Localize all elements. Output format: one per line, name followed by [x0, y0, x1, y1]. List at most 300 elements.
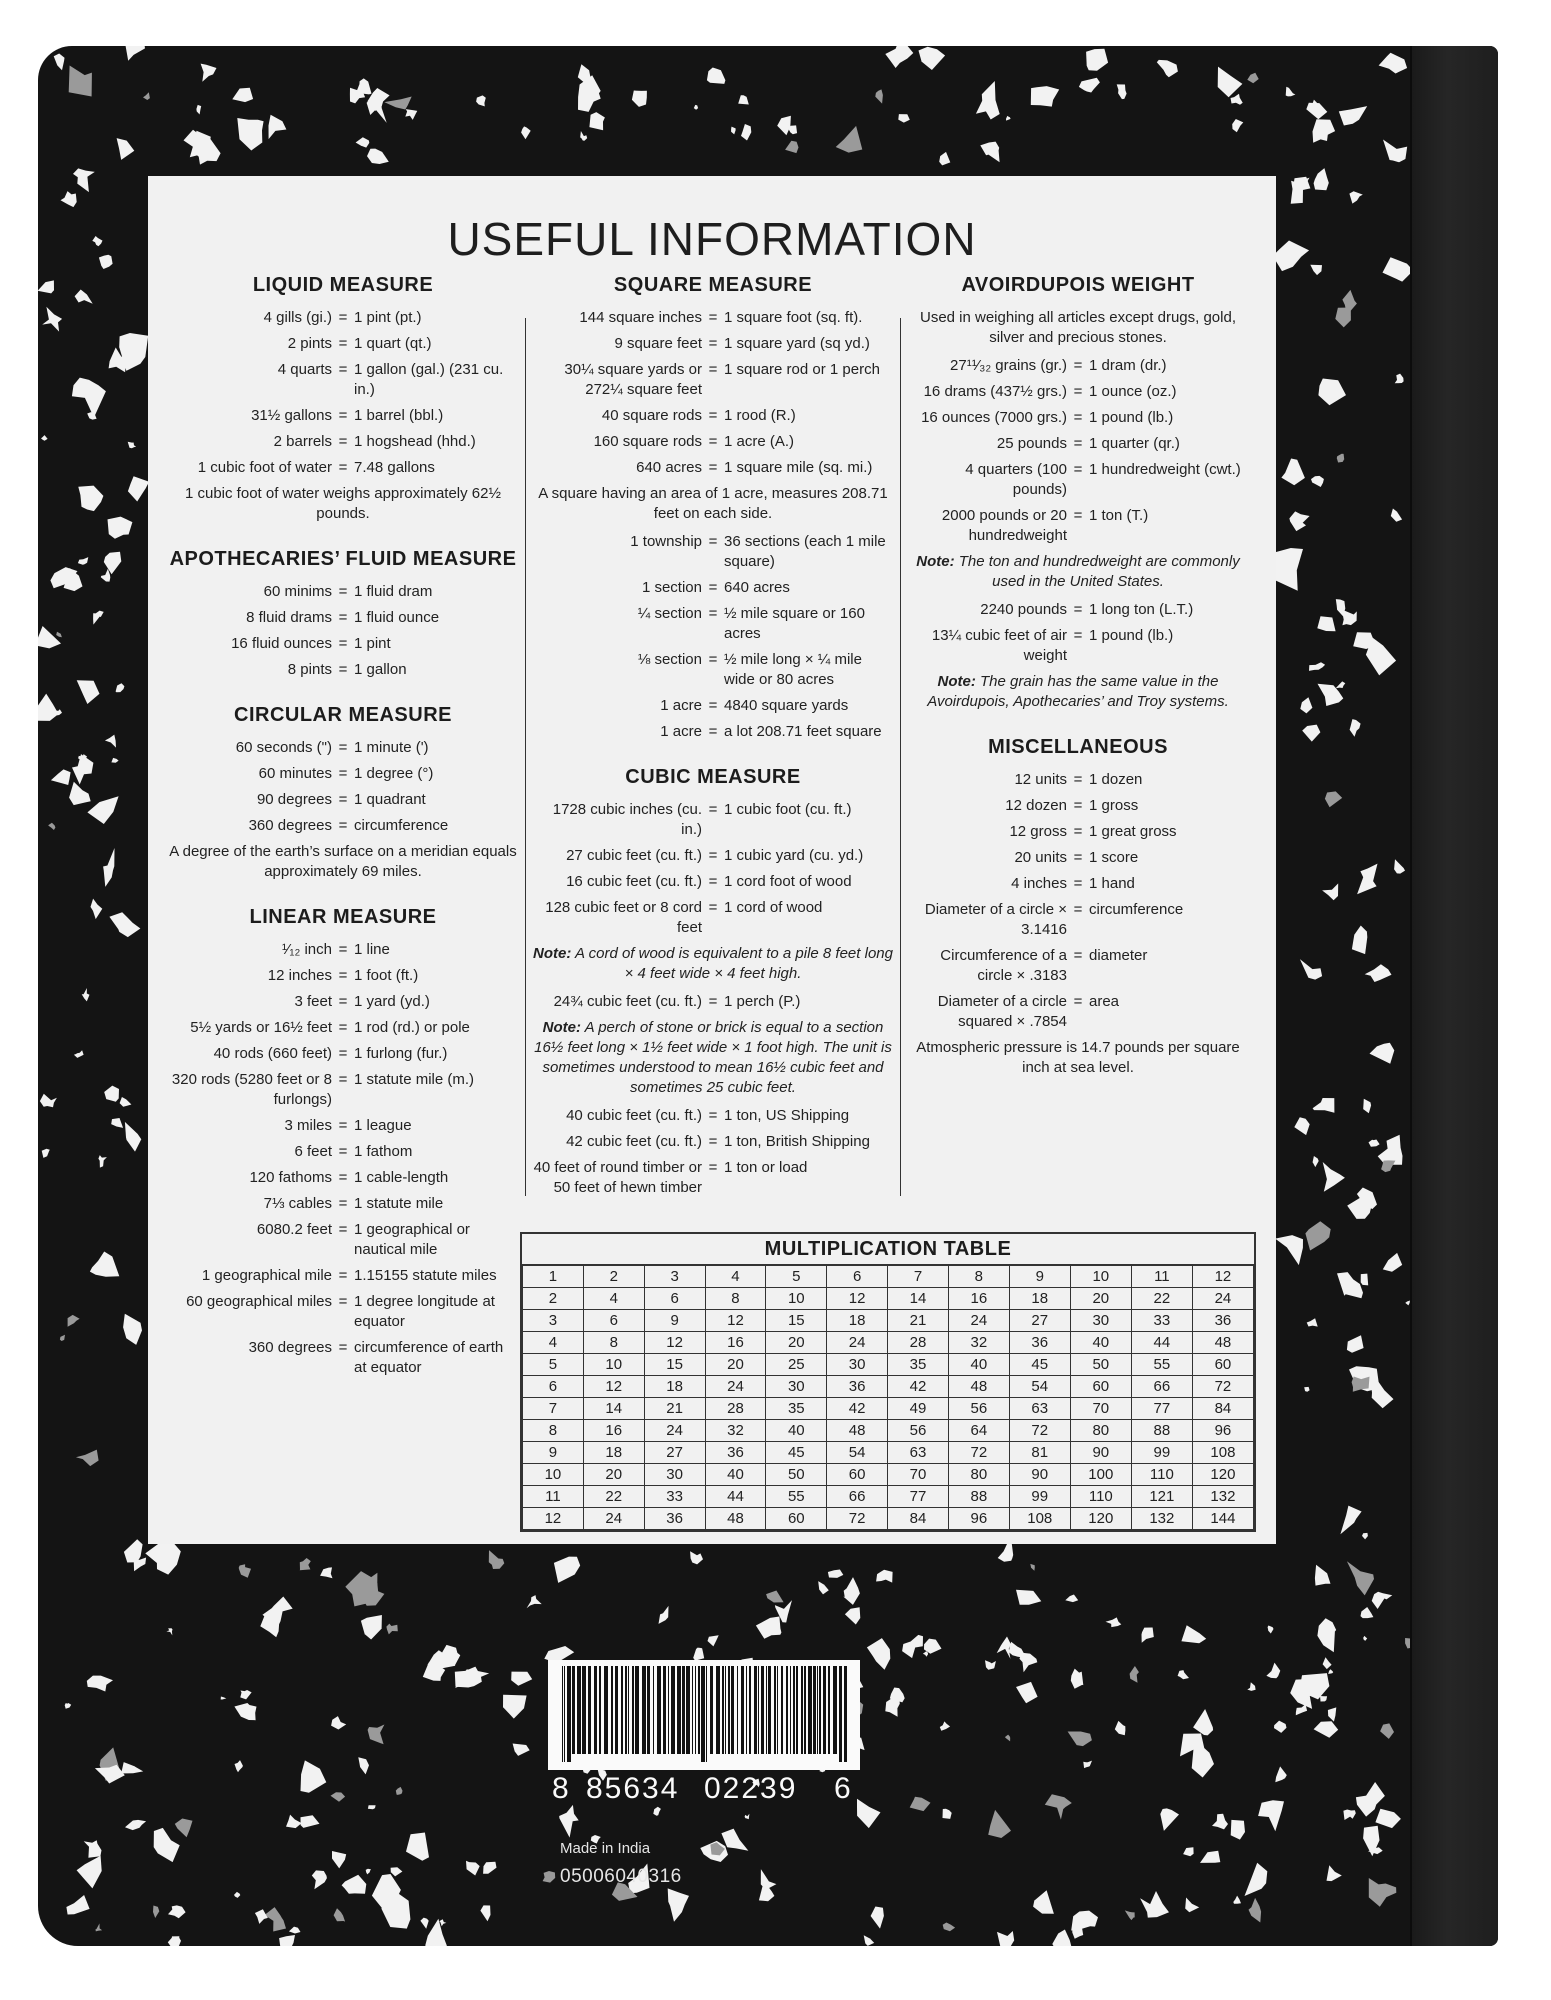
conversion-row	[168, 1194, 518, 1214]
marble-speckle	[1268, 1626, 1274, 1634]
conversion-right: 1 foot (ft.)	[354, 967, 419, 984]
equals-sign: =	[338, 941, 348, 958]
barcode-bar	[562, 1666, 563, 1762]
marble-speckle	[1311, 476, 1324, 487]
conversion-left: 1 township	[630, 533, 702, 550]
marble-speckle	[1315, 1565, 1331, 1586]
table-cell: 12	[1192, 1266, 1253, 1288]
conversion-row	[168, 432, 518, 452]
barcode-bar	[594, 1666, 597, 1754]
conversion-row	[908, 382, 1248, 402]
equals-sign: =	[708, 1107, 718, 1124]
multiplication-table-title: MULTIPLICATION TABLE	[522, 1234, 1254, 1265]
table-cell: 99	[1009, 1486, 1070, 1508]
marble-speckle	[1083, 1761, 1092, 1769]
conversion-left: 6 feet	[294, 1143, 332, 1160]
barcode-bar	[793, 1666, 795, 1754]
marble-speckle	[1314, 1721, 1339, 1737]
multiplication-grid	[522, 1265, 1254, 1530]
table-cell: 40	[705, 1464, 766, 1486]
marble-speckle	[101, 569, 111, 582]
table-cell: 28	[888, 1332, 949, 1354]
marble-speckle	[1365, 964, 1392, 982]
marble-speckle	[554, 1557, 580, 1583]
conversion-row	[908, 770, 1248, 790]
marble-speckle	[125, 1122, 141, 1152]
conversion-row	[168, 992, 518, 1012]
marble-speckle	[943, 1923, 955, 1932]
conversion-right: 1 pound (lb.)	[1089, 409, 1174, 426]
table-cell: 120	[1192, 1464, 1253, 1486]
marble-speckle	[265, 1907, 287, 1931]
conversion-left: Diameter of a circle squared × .7854	[937, 993, 1067, 1030]
marble-speckle	[1350, 719, 1361, 737]
marble-speckle	[1006, 116, 1011, 121]
equals-sign: =	[708, 723, 718, 740]
marble-speckle	[1391, 509, 1402, 522]
table-cell: 121	[1131, 1486, 1192, 1508]
conversion-right: 1 gallon	[354, 661, 407, 678]
barcode-bar	[774, 1666, 776, 1754]
marble-speckle	[690, 1551, 703, 1564]
conversion-left: 1 section	[641, 579, 702, 596]
marble-speckle	[1140, 1891, 1169, 1918]
marble-speckle	[358, 1757, 369, 1774]
marble-speckle	[38, 694, 59, 721]
section-title-liquid: LIQUID MEASURE	[252, 274, 434, 296]
marble-speckle	[123, 1314, 142, 1345]
marble-speckle	[234, 1892, 240, 1898]
table-cell: 33	[1131, 1310, 1192, 1332]
conversion-left: 128 cubic feet or 8 cord feet	[545, 899, 702, 936]
table-cell: 24	[827, 1332, 888, 1354]
marble-speckle	[1071, 1669, 1084, 1689]
barcode-bars	[556, 1666, 852, 1762]
table-cell: 96	[948, 1508, 1009, 1530]
conversion-left: 5½ yards or 16½ feet	[190, 1019, 332, 1036]
note-text: The ton and hundredweight are commonly used in the United States.	[958, 553, 1240, 590]
column-right	[908, 272, 1248, 1086]
table-cell: 90	[1070, 1442, 1131, 1464]
marble-speckle	[125, 1820, 146, 1830]
marble-speckle	[864, 1935, 875, 1946]
equals-sign: =	[708, 873, 718, 890]
table-cell: 18	[1009, 1288, 1070, 1310]
marble-speckle	[111, 758, 118, 763]
table-cell: 70	[1070, 1398, 1131, 1420]
marble-speckle	[1065, 1595, 1078, 1603]
equals-sign: =	[338, 459, 348, 476]
marble-speckle	[693, 1648, 704, 1661]
column-divider	[900, 318, 901, 1196]
marble-speckle	[367, 149, 389, 164]
conversion-left: 27 cubic feet (cu. ft.)	[566, 847, 702, 864]
marble-speckle	[301, 1760, 327, 1792]
table-cell: 22	[1131, 1288, 1192, 1310]
conversion-row	[908, 848, 1248, 868]
table-cell: 45	[766, 1442, 827, 1464]
marble-speckle	[78, 557, 88, 565]
equals-sign: =	[1073, 461, 1083, 478]
barcode-bar	[642, 1666, 646, 1754]
table-cell: 11	[523, 1486, 584, 1508]
conversion-left: 16 drams (437½ grs.)	[923, 383, 1067, 400]
barcode-bar	[599, 1666, 601, 1754]
barcode-left-digits: 85634	[586, 1772, 680, 1805]
table-row	[523, 1310, 1254, 1332]
barcode-bar	[746, 1666, 747, 1754]
table-cell: 77	[888, 1486, 949, 1508]
marble-speckle	[103, 848, 114, 887]
marble-speckle	[1361, 1607, 1374, 1618]
conversion-row	[908, 874, 1248, 894]
marble-speckle	[1052, 1930, 1071, 1947]
barcode-bar	[567, 1666, 571, 1762]
conversion-row	[533, 846, 893, 866]
table-row	[523, 1442, 1254, 1464]
equals-sign: =	[338, 1293, 348, 1310]
marble-speckle	[48, 823, 55, 830]
barcode-bar	[686, 1666, 690, 1754]
marble-speckle	[1300, 697, 1312, 713]
marble-speckle	[93, 611, 104, 625]
marble-speckle	[1383, 1253, 1402, 1272]
marble-speckle	[232, 88, 253, 102]
table-cell: 6	[644, 1288, 705, 1310]
equals-sign: =	[708, 309, 718, 326]
marble-speckle	[331, 1792, 346, 1801]
barcode-bar	[698, 1666, 700, 1754]
equals-sign: =	[338, 1019, 348, 1036]
marble-speckle	[289, 1927, 301, 1934]
marble-speckle	[923, 1651, 928, 1657]
table-cell: 28	[705, 1398, 766, 1420]
barcode-bar	[647, 1666, 650, 1754]
marble-speckle	[234, 1703, 256, 1720]
table-cell: 56	[888, 1420, 949, 1442]
marble-speckle	[1342, 610, 1357, 626]
equals-sign: =	[1073, 849, 1083, 866]
marble-speckle	[1266, 1663, 1280, 1679]
marble-speckle	[988, 1810, 1011, 1838]
conversion-right: 1 hand	[1089, 875, 1135, 892]
barcode-bar	[701, 1666, 705, 1762]
marble-speckle	[69, 66, 92, 97]
table-row	[523, 1464, 1254, 1486]
conversion-row	[168, 334, 518, 354]
marble-speckle	[1323, 1162, 1345, 1192]
table-cell: 84	[888, 1508, 949, 1530]
table-cell: 20	[583, 1464, 644, 1486]
conversion-left: 2 pints	[287, 335, 332, 352]
conversion-right: 1 cable-length	[354, 1169, 449, 1186]
marble-speckle	[843, 1577, 860, 1605]
barcode-bar	[754, 1666, 757, 1754]
marble-speckle	[707, 68, 726, 84]
table-cell: 16	[705, 1332, 766, 1354]
marble-speckle	[1178, 1670, 1189, 1679]
marble-speckle	[1275, 1766, 1287, 1782]
table-cell: 132	[1192, 1486, 1253, 1508]
conversion-right: 1 geographical or nautical mile	[354, 1221, 470, 1258]
marble-speckle	[503, 1695, 527, 1719]
conversion-right: 1 hundredweight (cwt.)	[1089, 461, 1241, 478]
conversion-right: 1 pint (pt.)	[354, 309, 422, 326]
barcode-bar	[710, 1666, 713, 1754]
equals-sign: =	[338, 1267, 348, 1284]
table-cell: 12	[583, 1376, 644, 1398]
conversion-right: 1 cubic foot (cu. ft.)	[724, 801, 852, 818]
barcode-bar	[737, 1666, 738, 1754]
barcode-bar	[781, 1666, 783, 1754]
marble-speckle	[1181, 1625, 1206, 1643]
table-cell: 64	[948, 1420, 1009, 1442]
table-cell: 120	[1070, 1508, 1131, 1530]
marble-speckle	[1317, 1618, 1336, 1652]
marble-speckle	[738, 95, 749, 104]
marble-speckle	[239, 1564, 251, 1578]
conversion-right: 1 statute mile	[354, 1195, 444, 1212]
conversion-left: ¼ section	[637, 605, 702, 622]
marble-speckle	[1372, 1592, 1393, 1609]
conversion-left: 4 gills (gi.)	[263, 309, 332, 326]
marble-speckle	[77, 680, 100, 704]
conversion-right: 1 square foot (sq. ft).	[724, 309, 863, 326]
table-cell: 110	[1070, 1486, 1131, 1508]
conversion-row	[168, 1116, 518, 1136]
conversion-right: 1 ton or load	[724, 1159, 808, 1176]
equals-sign: =	[1073, 627, 1083, 644]
barcode-bar	[572, 1666, 575, 1754]
table-cell: 72	[827, 1508, 888, 1530]
marble-speckle	[168, 1905, 186, 1918]
table-cell: 16	[583, 1420, 644, 1442]
table-cell: 1	[523, 1266, 584, 1288]
equals-sign: =	[338, 765, 348, 782]
table-row	[523, 1420, 1254, 1442]
marble-speckle	[166, 1628, 172, 1635]
table-cell: 32	[948, 1332, 1009, 1354]
marble-speckle	[943, 1809, 952, 1819]
marble-speckle	[1380, 1723, 1394, 1739]
column-left	[168, 272, 518, 1384]
marble-speckle	[543, 1871, 556, 1883]
marble-speckle	[1031, 86, 1059, 107]
marble-speckle	[104, 1086, 119, 1102]
marble-speckle	[980, 142, 999, 163]
conversion-right: 1 dram (dr.)	[1089, 357, 1167, 374]
conversion-left: 12 gross	[1009, 823, 1067, 840]
equals-sign: =	[338, 583, 348, 600]
marble-speckle	[95, 1765, 125, 1784]
misc-rows	[908, 770, 1248, 1032]
barcode-bar	[819, 1666, 821, 1754]
marble-speckle	[1363, 1099, 1371, 1114]
marble-speckle	[111, 1118, 123, 1128]
made-in-label: Made in India	[560, 1840, 651, 1857]
table-cell: 25	[766, 1354, 827, 1376]
barcode-bar	[833, 1666, 837, 1754]
barcode-bar	[823, 1666, 826, 1754]
table-cell: 7	[523, 1398, 584, 1420]
marble-speckle	[1352, 926, 1367, 955]
marble-speckle	[1310, 265, 1322, 275]
marble-speckle	[513, 1744, 530, 1756]
marble-speckle	[1320, 1696, 1327, 1702]
cubic-rows-mid	[533, 992, 893, 1012]
marble-speckle	[54, 54, 65, 71]
conversion-left: 3 feet	[294, 993, 332, 1010]
marble-speckle	[356, 137, 370, 147]
note-label: Note:	[533, 945, 572, 962]
marble-speckle	[997, 1637, 1011, 1659]
marble-speckle	[66, 1895, 89, 1915]
marble-speckle	[1366, 637, 1396, 675]
marble-speckle	[56, 632, 62, 638]
marble-speckle	[40, 1094, 57, 1108]
equals-sign: =	[708, 533, 718, 550]
marble-speckle	[60, 1335, 65, 1341]
conversion-row	[168, 458, 518, 478]
table-cell: 20	[705, 1354, 766, 1376]
table-cell: 49	[888, 1398, 949, 1420]
conversion-left: 12 dozen	[1005, 797, 1067, 814]
table-cell: 32	[705, 1420, 766, 1442]
marble-speckle	[38, 280, 54, 293]
equals-sign: =	[338, 407, 348, 424]
table-row	[523, 1266, 1254, 1288]
marble-speckle	[175, 1819, 193, 1838]
marble-speckle	[105, 735, 116, 748]
equals-sign: =	[338, 791, 348, 808]
table-cell: 63	[1009, 1398, 1070, 1420]
barcode-bar	[588, 1666, 591, 1754]
table-cell: 10	[766, 1288, 827, 1310]
table-cell: 30	[644, 1464, 705, 1486]
conversion-right: 1 perch (P.)	[724, 993, 801, 1010]
equals-sign: =	[338, 1195, 348, 1212]
conversion-row	[533, 458, 893, 478]
marble-speckle	[1281, 459, 1305, 486]
conversion-row	[168, 940, 518, 960]
marble-speckle	[1323, 1657, 1332, 1669]
marble-speckle	[76, 1450, 99, 1467]
marble-speckle	[406, 1833, 429, 1861]
table-cell: 50	[766, 1464, 827, 1486]
conversion-right: ½ mile square or 160 acres	[724, 605, 865, 642]
marble-speckle	[857, 1799, 881, 1828]
conversion-row	[168, 816, 518, 836]
multiplication-table	[520, 1232, 1256, 1532]
table-cell: 81	[1009, 1442, 1070, 1464]
conversion-right: circumference	[1089, 901, 1184, 918]
table-cell: 7	[888, 1266, 949, 1288]
marble-speckle	[1379, 53, 1408, 74]
barcode-bar	[768, 1666, 771, 1754]
conversion-left: 1728 cubic inches (cu. in.)	[552, 801, 702, 838]
square-note: A square having an area of 1 acre, measures 208.71 feet on each side.	[538, 485, 888, 522]
equals-sign: =	[338, 993, 348, 1010]
table-cell: 60	[1192, 1354, 1253, 1376]
table-cell: 15	[766, 1310, 827, 1332]
equals-sign: =	[338, 433, 348, 450]
marble-speckle	[1068, 1732, 1092, 1747]
table-cell: 8	[705, 1288, 766, 1310]
table-cell: 8	[523, 1420, 584, 1442]
conversion-row	[168, 790, 518, 810]
conversion-left: 27¹¹⁄₃₂ grains (gr.)	[950, 357, 1067, 374]
marble-speckle	[361, 1615, 382, 1640]
marble-speckle	[87, 1676, 113, 1692]
barcode-bar	[828, 1666, 830, 1754]
table-cell: 15	[644, 1354, 705, 1376]
equals-sign: =	[1073, 435, 1083, 452]
barcode-check-digit: 6	[834, 1772, 851, 1805]
table-cell: 3	[644, 1266, 705, 1288]
conversion-row	[533, 696, 893, 716]
serial-number: 05006040316	[560, 1866, 682, 1887]
cubic-rows-2	[533, 1106, 893, 1198]
conversion-left: 25 pounds	[996, 435, 1067, 452]
barcode-bar	[632, 1666, 634, 1754]
section-title-misc: MISCELLANEOUS	[988, 736, 1168, 758]
marble-speckle	[1381, 1160, 1395, 1172]
conversion-right: 1 cubic yard (cu. yd.)	[724, 847, 864, 864]
table-cell: 48	[827, 1420, 888, 1442]
conversion-row	[168, 1044, 518, 1064]
conversion-left: 20 units	[1014, 849, 1067, 866]
cubic-note-2	[533, 1018, 893, 1098]
table-cell: 4	[523, 1332, 584, 1354]
linear-rows	[168, 940, 518, 1378]
marble-speckle	[1005, 1735, 1010, 1742]
table-cell: 88	[948, 1486, 1009, 1508]
equals-sign: =	[708, 459, 718, 476]
note-text: The grain has the same value in the Avoirdupois, Apothecaries’ and Troy systems.	[927, 673, 1229, 710]
marble-speckle	[125, 46, 145, 61]
marble-speckle	[143, 92, 150, 100]
note-text: A perch of stone or brick is equal to a section 16½ feet long × 1½ feet wide × 1 foot high. The unit is sometimes understood to mean 16½ cubic feet and sometimes 25 cubic feet.	[534, 1019, 892, 1096]
marble-speckle	[41, 435, 48, 441]
conversion-right: 1 gallon (gal.) (231 cu. in.)	[354, 361, 504, 398]
barcode-bar	[790, 1666, 791, 1754]
equals-sign: =	[1073, 901, 1083, 918]
table-cell: 48	[705, 1508, 766, 1530]
marble-speckle	[871, 1907, 884, 1929]
table-cell: 30	[1070, 1310, 1131, 1332]
barcode-bar	[653, 1666, 654, 1754]
marble-speckle	[919, 47, 946, 70]
marble-speckle	[580, 131, 587, 141]
conversion-row	[533, 650, 893, 690]
barcode-bar	[741, 1666, 744, 1754]
marble-speckle	[1233, 1896, 1241, 1904]
table-cell: 50	[1070, 1354, 1131, 1376]
conversion-row	[168, 1168, 518, 1188]
marble-speckle	[480, 1905, 490, 1921]
barcode-bar	[817, 1666, 818, 1754]
marble-speckle	[828, 1570, 843, 1578]
barcode-bar	[801, 1666, 803, 1754]
table-cell: 22	[583, 1486, 644, 1508]
conversion-left: 4 inches	[1011, 875, 1067, 892]
equals-sign: =	[338, 335, 348, 352]
conversion-left: 360 degrees	[248, 1339, 332, 1356]
marble-speckle	[1375, 1809, 1401, 1828]
liquid-rows	[168, 308, 518, 478]
marble-speckle	[1294, 1117, 1309, 1135]
marble-speckle	[1369, 1878, 1397, 1907]
